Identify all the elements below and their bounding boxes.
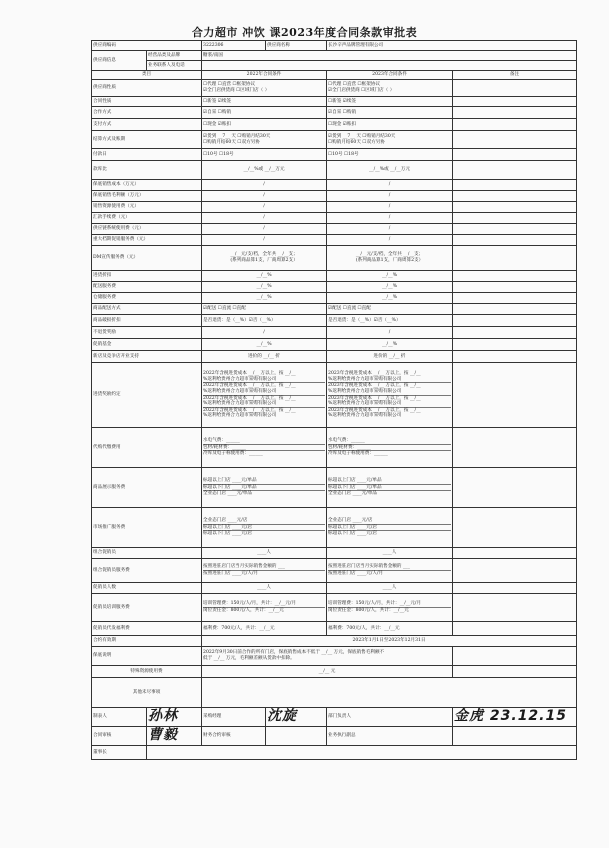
- payday-2022: ☐10号 ☐18号: [202, 149, 327, 161]
- payday-remark: [453, 149, 577, 161]
- row-label-storage: 仓储服务费: [92, 293, 202, 304]
- buyer-label: 采购经理: [202, 708, 266, 727]
- display-remark: [453, 468, 577, 508]
- row-label-groupfee: 组合促销员服务费: [92, 559, 202, 583]
- dm-2022: __/__元/支/档，全年共 __/__支； (系列商品算1支，厂商周算2支）: [202, 246, 327, 271]
- row-label-period: 合约有效期: [92, 636, 202, 647]
- row-label-delivery: 配送服务费: [92, 282, 202, 293]
- chair-label: 董事长: [92, 746, 147, 760]
- groupsales-remark: [453, 548, 577, 559]
- display-2023: 标超以上门店 ____元/单品 标超以下门店 ____元/单品 全业态门店 ____元/单品: [327, 468, 453, 508]
- header-remark: 备注: [453, 71, 577, 80]
- coop-2022: ☑自采 ☐购销: [202, 107, 327, 119]
- settle-2023: ☑货到 __7__ 天 ☐购销月结30天 ☐购销月结60天 ☐双方另协: [327, 131, 453, 149]
- row-label-damage: 商品破损折扣: [92, 315, 202, 327]
- rebate-2022: __/__%或 __/__万元: [202, 161, 327, 180]
- noreturn-2022: /: [202, 327, 327, 339]
- row-label-other: 其他未尽事项: [92, 678, 202, 708]
- nature-2023: ☐代理 ☐直营 ☐框架协议 ☑全门店供货商 ☐区域门店（ ）: [327, 80, 453, 97]
- row-label-nature: 供应商性质: [92, 80, 202, 97]
- special-value: __/__ 元: [202, 666, 453, 678]
- agency-remark: [453, 428, 577, 468]
- row-label-guarantee: 保底说明: [92, 647, 202, 666]
- row-label-promoters: 促销员人数: [92, 583, 202, 594]
- target-margin-2022: /: [202, 191, 327, 202]
- row-label-training: 促销员培训服务费: [92, 594, 202, 622]
- pay-2022: ☐现金 ☑账扣: [202, 119, 327, 131]
- training-2022: 培训管理费：150元/人/月，共计：__/__元/月 岗位责任金：800元/人，共计：__/__元: [202, 594, 327, 622]
- dm-remark: [453, 246, 577, 271]
- major-2023: /: [327, 235, 453, 246]
- target-sales-2023: /: [327, 180, 453, 191]
- coop-2023: ☑自采 ☐购销: [327, 107, 453, 119]
- row-label-resource: 销售资源使用费（元）: [92, 202, 202, 213]
- settle-remark: [453, 131, 577, 149]
- training-remark: [453, 594, 577, 622]
- nature-remark: [453, 80, 577, 97]
- row-label-promo: 促销基金: [92, 339, 202, 351]
- exec-label: 业务执行副总: [327, 727, 453, 746]
- row-label-major: 重大档期促销服务费（元）: [92, 235, 202, 246]
- settle-2022: ☑货到 __7__ 天 ☐购销月结30天 ☐购销月结60天 ☐双方另协: [202, 131, 327, 149]
- groupfee-remark: [453, 559, 577, 583]
- groupsales-2022: ____人: [202, 548, 327, 559]
- newstore-remark: [453, 351, 577, 363]
- row-label-agency: 代购代缴费用: [92, 428, 202, 468]
- system-remark: [453, 224, 577, 235]
- header-2023: 2023年合同条件: [327, 71, 453, 80]
- target-margin-remark: [453, 191, 577, 202]
- nature-2022: ☐代理 ☐直营 ☐框架协议 ☑全门店供货商 ☐区域门店（ ）: [202, 80, 327, 97]
- supplier-code-label: 供应商编码: [92, 41, 202, 51]
- reward-2022: 2022年含税进货成本 __/__ 万以上，按 __/__ %返利给贵州合力超市采购有限公司 2022年含税进货成本 __/__ 万以上，按 __/__ %返利给贵州合力超市采购有限公司 2022年含税进货成本 __/__ 万以上，按 __/__ %返利给贵州合力超市采购有限公司 2022年含税进货成本 __/__ 万以上，按 __/__ %返利给贵州合力超市采购有限公司: [202, 363, 327, 428]
- guarantee-remark: [453, 647, 577, 666]
- row-label-target-sales: 保底销售成本（万元）: [92, 180, 202, 191]
- special-remark: [453, 666, 577, 678]
- row-label-dist: 商品配送方式: [92, 304, 202, 315]
- market-remark: [453, 508, 577, 548]
- delivery-2022: __/__%: [202, 282, 327, 293]
- guarantee-value: 2022年9月30日前合作的所有门店，保底销售成本不低于 __/__ 万元，保底销售毛利额不 低于 __/__ 万元，毛利额差额从货款中扣除。: [202, 647, 453, 666]
- row-label-settle: 结算方式及账期: [92, 131, 202, 149]
- other-value: [202, 678, 577, 708]
- supplier-code-value: 3222306: [202, 41, 266, 51]
- fx-2022: /: [202, 213, 327, 224]
- major-2022: /: [202, 235, 327, 246]
- header-2022: 2022年合同条件: [202, 71, 327, 80]
- welfare-2022: 福利费：700元/人，共计：__/__元: [202, 622, 327, 636]
- welfare-remark: [453, 622, 577, 636]
- contact-label: 业务联系人及电话: [147, 61, 202, 71]
- fx-remark: [453, 213, 577, 224]
- noreturn-remark: [453, 327, 577, 339]
- finance-signature: [266, 727, 327, 746]
- system-2022: /: [202, 224, 327, 235]
- supplier-name-label: 供应商名称: [266, 41, 327, 51]
- resource-2022: /: [202, 202, 327, 213]
- row-label-fx: 汇款手续费（元）: [92, 213, 202, 224]
- promo-remark: [453, 339, 577, 351]
- dist-2023: ☑配送 ☐直流 ☐直配: [327, 304, 453, 315]
- storage-2023: __/__%: [327, 293, 453, 304]
- row-label-noreturn: 不退货奖励: [92, 327, 202, 339]
- agency-2022: 水电气费：______ 包材/耗材费：______ 冷库及电子称使用费：______: [202, 428, 327, 468]
- row-label-target-margin: 保底销售毛利额（万元）: [92, 191, 202, 202]
- newstore-2023: 进价的 __/__ 折: [327, 351, 453, 363]
- promoters-2022: ____人: [202, 583, 327, 594]
- resource-remark: [453, 202, 577, 213]
- review-label: 合同审核: [92, 727, 147, 746]
- row-label-special: 特殊资源使用费: [92, 666, 202, 678]
- rebate-2023: __/__%或 __/__万元: [327, 161, 453, 180]
- contract-2022: ☐新签 ☑续签: [202, 97, 327, 107]
- target-margin-2023: /: [327, 191, 453, 202]
- storage-2022: __/__%: [202, 293, 327, 304]
- category-brand-value: 糖浆/南国: [202, 51, 577, 61]
- dm-2023: __/__元/支/档，全年共 __/__支； (系列商品算1支，厂商周算2支）: [327, 246, 453, 271]
- discount-remark: [453, 271, 577, 282]
- approval-table: [91, 40, 577, 760]
- contract-remark: [453, 97, 577, 107]
- groupfee-2022: 按照进驻店门店当月实际销售金额的 ___ 按照进驻门店 ____元/人/月: [202, 559, 327, 583]
- maker-signature: 孙林: [147, 708, 202, 727]
- dept-signature: 金虎 23.12.15: [453, 708, 577, 727]
- market-2023: 全业态门店 ____元/店 标超以上门店 ____元/店 标超以下门店 ____元/店: [327, 508, 453, 548]
- supplier-info-label: 供应商信息: [92, 51, 147, 71]
- display-2022: 标超以上门店 ____元/单品 标超以下门店 ____元/单品 全业态门店 ____元/单品: [202, 468, 327, 508]
- reward-remark: [453, 363, 577, 428]
- row-label-system: 供应链系统使用费（元）: [92, 224, 202, 235]
- pay-2023: ☐现金 ☑账扣: [327, 119, 453, 131]
- discount-2023: __/__%: [327, 271, 453, 282]
- system-2023: /: [327, 224, 453, 235]
- row-label-coop: 合作方式: [92, 107, 202, 119]
- payday-2023: ☐10号 ☐18号: [327, 149, 453, 161]
- damage-2023: 是否退货：是（__%）☑否（__%）: [327, 315, 453, 327]
- pay-remark: [453, 119, 577, 131]
- contract-2023: ☐新签 ☑续签: [327, 97, 453, 107]
- resource-2023: /: [327, 202, 453, 213]
- promo-2022: __/__%: [202, 339, 327, 351]
- review-signature: 曹毅: [147, 727, 202, 746]
- fx-2023: /: [327, 213, 453, 224]
- noreturn-2023: /: [327, 327, 453, 339]
- newstore-2022: 进价的 __/__ 折: [202, 351, 327, 363]
- row-label-dm: DM宣传服务费（元）: [92, 246, 202, 271]
- row-label-pay: 支付方式: [92, 119, 202, 131]
- form-title: 合力超市 冲饮 课2023年度合同条款审批表: [191, 26, 418, 39]
- damage-remark: [453, 315, 577, 327]
- buyer-signature: 沈旋: [266, 708, 327, 727]
- finance-label: 财务合约审核: [202, 727, 266, 746]
- groupsales-2023: ____人: [327, 548, 453, 559]
- target-sales-2022: /: [202, 180, 327, 191]
- coop-remark: [453, 107, 577, 119]
- groupfee-2023: 按照进驻店门店当月实际销售金额的 ___ 按照进驻门店 ____元/人/月: [327, 559, 453, 583]
- market-2022: 全业态门店 ____元/店 标超以上门店 ____元/店 标超以下门店 ____元/店: [202, 508, 327, 548]
- dist-remark: [453, 304, 577, 315]
- contact-value: [202, 61, 577, 71]
- supplier-name-value: 长沙辛声品牌管理有限公司: [327, 41, 577, 51]
- delivery-remark: [453, 282, 577, 293]
- major-remark: [453, 235, 577, 246]
- welfare-2023: 福利费：700元/人，共计：__/__元: [327, 622, 453, 636]
- discount-2022: __/__%: [202, 271, 327, 282]
- row-label-display: 商品展示服务费: [92, 468, 202, 508]
- row-label-contract: 合同性质: [92, 97, 202, 107]
- row-label-market: 市场推广服务费: [92, 508, 202, 548]
- chair-signature: [147, 746, 577, 760]
- dept-label: 部门负责人: [327, 708, 453, 727]
- promoters-remark: [453, 583, 577, 594]
- promo-2023: __/__%: [327, 339, 453, 351]
- row-label-newstore: 新店及竞争店开业支持: [92, 351, 202, 363]
- damage-2022: 是否退货：是（__%）☑否（__%）: [202, 315, 327, 327]
- target-sales-remark: [453, 180, 577, 191]
- row-label-rebate: 款库比: [92, 161, 202, 180]
- category-brand-label: 经营品类及品牌: [147, 51, 202, 61]
- row-label-payday: 付款日: [92, 149, 202, 161]
- header-category: 类目: [92, 71, 202, 80]
- promoters-2023: ____人: [327, 583, 453, 594]
- period-value: 2023年1月1日至2023年12月31日: [202, 636, 577, 647]
- row-label-groupsales: 组合促销员: [92, 548, 202, 559]
- agency-2023: 水电气费：______ 包材/耗材费：______ 冷库及电子称使用费：______: [327, 428, 453, 468]
- row-label-welfare: 促销员代发福利费: [92, 622, 202, 636]
- exec-signature: [453, 727, 577, 746]
- dist-2022: ☑配送 ☐直流 ☐直配: [202, 304, 327, 315]
- reward-2023: 2023年含税进货成本 __/__ 万以上，按 __/__ %返利给贵州合力超市采购有限公司 2023年含税进货成本 __/__ 万以上，按 __/__ %返利给贵州合力超市采购有限公司 2023年含税进货成本 __/__ 万以上，按 __/__ %返利给贵州合力超市采购有限公司 2023年含税进货成本 __/__ 万以上，按 __/__ %返利给贵州合力超市采购有限公司: [327, 363, 453, 428]
- delivery-2023: __/__%: [327, 282, 453, 293]
- training-2023: 培训管理费：150元/人/月，共计：__/__元/月 岗位责任金：800元/人，共计：__/__元: [327, 594, 453, 622]
- storage-remark: [453, 293, 577, 304]
- maker-label: 制表人: [92, 708, 147, 727]
- row-label-reward: 进货奖励约定: [92, 363, 202, 428]
- rebate-remark: [453, 161, 577, 180]
- row-label-discount: 进货折扣: [92, 271, 202, 282]
